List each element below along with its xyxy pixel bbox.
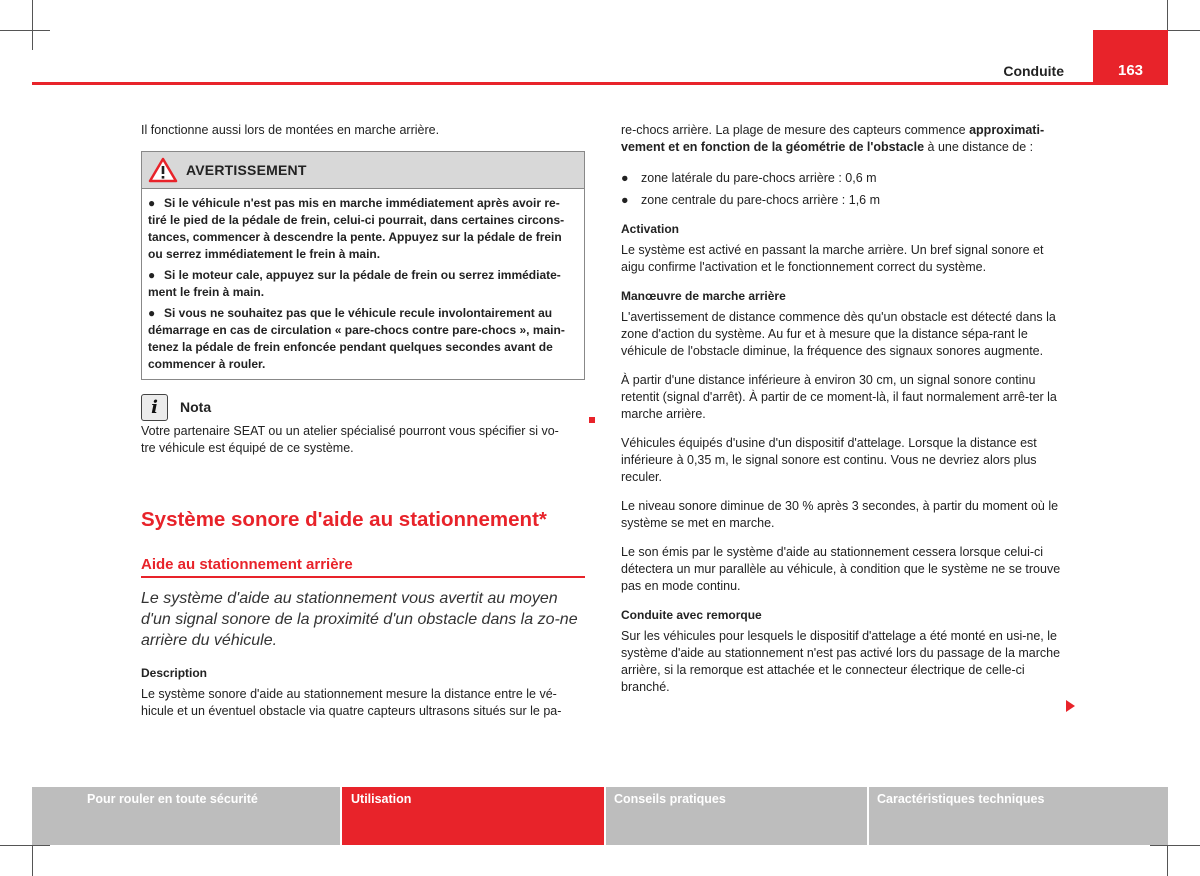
next-page-arrow-icon[interactable]	[1066, 700, 1075, 712]
list-item	[621, 192, 1067, 209]
footer-tab-label: Utilisation	[351, 792, 412, 806]
description-text: Le système sonore d'aide au stationnement mesure la distance entre le vé-hicule et un éventuel obstacle via quatre capteurs ultrasons situés sur le pa-	[141, 687, 562, 718]
description-heading: Description	[141, 666, 208, 680]
paragraph: À partir d'une distance inférieure à environ 30 cm, un signal sonore continu retentit (signal d'arrêt). À partir de ce moment-là, il faut normalement arrê-ter la marche arrière.	[621, 373, 1057, 421]
subsection-title: Aide au stationnement arrière	[141, 556, 585, 578]
footer-tab-label: Pour rouler en toute sécurité	[87, 792, 258, 806]
list-item	[621, 170, 1067, 187]
crop-mark	[0, 845, 50, 846]
footer-tab-conseils[interactable]	[606, 787, 867, 845]
footer-tab-label: Conseils pratiques	[614, 792, 726, 806]
text-run-bold: approximati-vement et en fonction de la géométrie de l'obstacle	[621, 123, 1045, 154]
warning-item	[148, 267, 576, 301]
footer-tab-caracteristiques[interactable]	[869, 787, 1168, 845]
remorque-heading: Conduite avec remorque	[621, 608, 762, 622]
text-run: re-chocs arrière. La plage de mesure des capteurs commence	[621, 123, 970, 137]
paragraph: Le niveau sonore diminue de 30 % après 3 secondes, à partir du moment où le système se met en marche.	[621, 499, 1059, 530]
crop-mark	[0, 30, 50, 31]
nota-title: Nota	[180, 399, 212, 415]
crop-mark	[32, 0, 33, 50]
warning-item	[148, 195, 576, 263]
paragraph: Il fonctionne aussi lors de montées en marche arrière.	[141, 123, 440, 137]
paragraph: Véhicules équipés d'usine d'un dispositif d'attelage. Lorsque la distance est inférieure à 0,35 m, le signal sonore est continu. Vous ne devriez alors plus reculer.	[621, 436, 1037, 484]
bullet: ●	[148, 196, 156, 210]
bullet: ●	[621, 193, 629, 207]
paragraph: L'avertissement de distance commence dès qu'un obstacle est détecté dans la zone d'action du système. Au fur et à mesure que la distance sépa-rant le véhicule de l'obstacle diminue, la fréquence des signaux sonores augmente.	[621, 310, 1056, 358]
footer-tab-label: Caractéristiques techniques	[877, 792, 1045, 806]
bullet: ●	[621, 171, 629, 185]
bullet: ●	[148, 306, 156, 320]
nota-body	[141, 423, 585, 457]
manoeuvre-heading: Manœuvre de marche arrière	[621, 289, 786, 303]
page-number: 163	[1117, 62, 1144, 79]
warning-triangle-icon	[148, 157, 178, 183]
warning-body	[142, 189, 584, 379]
section-end-icon	[589, 417, 595, 423]
header-rule	[32, 82, 1168, 85]
text-run: à une distance de :	[924, 140, 1034, 154]
warning-title: AVERTISSEMENT	[186, 161, 307, 178]
warning-box	[141, 151, 585, 380]
warning-item	[148, 305, 576, 373]
warning-item-text: Si le véhicule n'est pas mis en marche immédiatement après avoir re-tiré le pied de la pédale de frein, celui-ci pourrait, dans certaines circons-tances, commencer à descendre la pente. Appuyez sur la pédale de frein ou serrez immédiatement le frein à main.	[148, 196, 565, 261]
crop-mark	[1150, 845, 1200, 846]
intro-text: Le système d'aide au stationnement vous avertit au moyen d'un signal sonore de la proximité d'un obstacle dans la zo-ne arrière du véhicule.	[141, 590, 578, 649]
paragraph: Le son émis par le système d'aide au stationnement cessera lorsque celui-ci détectera un mur parallèle au véhicule, à condition que le système ne se trouve pas en mode continu.	[621, 545, 1061, 593]
activation-heading: Activation	[621, 222, 680, 236]
remorque-text: Sur les véhicules pour lesquels le dispositif d'attelage a été monté en usi-ne, le système d'aide au stationnement n'est pas activé lors du passage de la marche arrière, si la remorque est attachée et le connecteur électrique de celle-ci branché.	[621, 629, 1061, 694]
footer-tab-utilisation[interactable]	[342, 787, 604, 845]
info-icon: i	[141, 394, 168, 421]
right-column	[621, 122, 1067, 708]
list-item-text: zone centrale du pare-chocs arrière : 1,6 m	[641, 193, 881, 207]
bullet: ●	[148, 268, 156, 282]
nota-text: Votre partenaire SEAT ou un atelier spécialisé pourront vous spécifier si vo-tre véhicule est équipé de ce système.	[141, 424, 559, 455]
section-title: Système sonore d'aide au stationnement*	[141, 508, 547, 531]
warning-header	[142, 152, 584, 189]
warning-item-text: Si vous ne souhaitez pas que le véhicule recule involontairement au démarrage en cas de circulation « pare-chocs contre pare-chocs », main-tenez la pédale de frein enfoncée pendant quelques secondes avant de commencer à rouler.	[148, 306, 565, 371]
nota-header	[141, 394, 585, 421]
paragraph	[621, 122, 1067, 156]
activation-text: Le système est activé en passant la marche arrière. Un bref signal sonore et aigu confirme l'activation et le fonctionnement correct du système.	[621, 243, 1044, 274]
footer-tab-securite[interactable]	[32, 787, 340, 845]
list-item-text: zone latérale du pare-chocs arrière : 0,6 m	[641, 171, 877, 185]
left-column	[141, 122, 585, 732]
warning-item-text: Si le moteur cale, appuyez sur la pédale de frein ou serrez immédiate-ment le frein à main.	[148, 268, 561, 299]
chapter-title: Conduite	[1003, 63, 1064, 79]
